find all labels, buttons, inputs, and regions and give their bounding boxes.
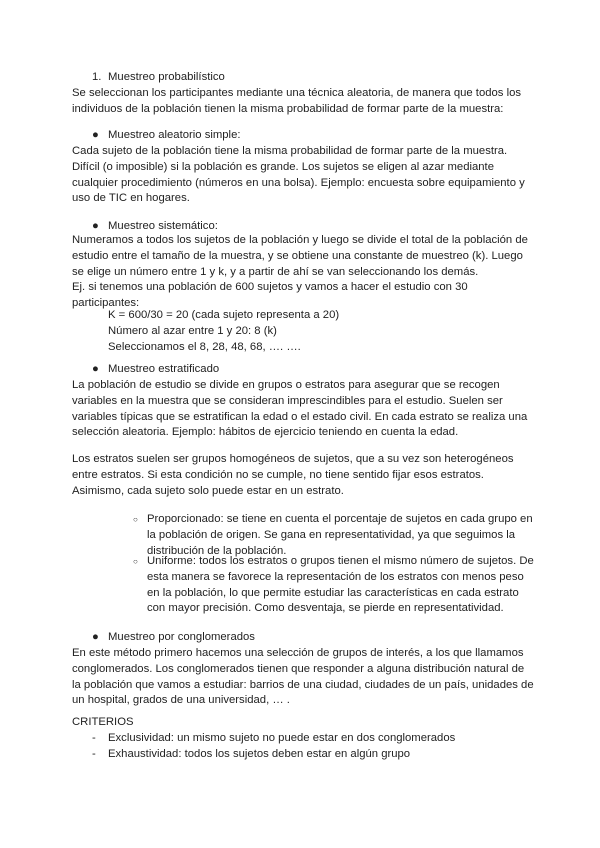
- estratificado-paragraph-2: [72, 452, 542, 499]
- text-line: Seleccionamos el 8, 28, 48, 68, …. ….: [108, 340, 301, 353]
- circle-bullet-icon: ○: [133, 557, 138, 566]
- sistematico-example: [108, 308, 578, 355]
- bullet-estratificado: [72, 362, 542, 378]
- text-line: La población de estudio se divide en grupos o estratos para asegurar que se recogen: [72, 379, 500, 391]
- bullet-conglomerados: [72, 630, 542, 646]
- text-line: la población de origen. Se gana en representatividad, ya que seguimos la: [147, 528, 516, 541]
- bullet-heading: Muestreo estratificado: [108, 363, 220, 375]
- criterios-item-text: Exhaustividad: todos los sujetos deben estar en algún grupo: [108, 748, 411, 760]
- text-line: K = 600/30 = 20 (cada sujeto representa a 20): [108, 309, 340, 321]
- text-line: la población que vamos a estudiar: barrios de una ciudad, ciudades de un país, unidades de: [72, 678, 534, 691]
- intro-paragraph: [72, 86, 542, 118]
- dash-bullet-icon: -: [92, 748, 96, 760]
- text-line: Cada sujeto de la población tiene la misma probabilidad de formar parte de la muestra.: [72, 145, 508, 157]
- criterios-heading: CRITERIOS: [72, 716, 134, 728]
- text-line: Proporcionado: se tiene en cuenta el porcentaje de sujetos en cada grupo en: [147, 513, 533, 525]
- circle-bullet-icon: ○: [133, 515, 138, 524]
- text-line: participantes:: [72, 297, 140, 310]
- list-number: 1.: [92, 71, 102, 83]
- conglomerados-paragraph: [72, 646, 542, 709]
- text-line: Asimismo, cada sujeto solo puede estar en un estrato.: [72, 484, 344, 497]
- criterios-item-text: Exclusividad: un mismo sujeto no puede estar en dos conglomerados: [108, 732, 456, 744]
- text-line: selección aleatoria. Ejemplo: hábitos de ejercicio teniendo en cuenta la edad.: [72, 426, 459, 439]
- sub-bullet-proporcionado: [133, 512, 600, 559]
- bullet-heading: Muestreo sistemático:: [108, 220, 218, 232]
- text-line: entre estratos. Si esta condición no se cumple, no tiene sentido fijar esos estratos.: [72, 468, 484, 481]
- text-line: Difícil (o imposible) si la población es grande. Los sujetos se eligen al azar mediante: [72, 160, 494, 173]
- text-line: Número al azar entre 1 y 20: 8 (k): [108, 324, 277, 337]
- text-line: variables típicas que se estratifican la edad o el estado civil. En cada estrato se realiza una: [72, 410, 528, 423]
- bullet-icon: ●: [92, 129, 99, 141]
- dash-bullet-icon: -: [92, 732, 96, 744]
- text-line: cualquier procedimiento (números en una bolsa). Ejemplo: encuesta sobre equipamiento y: [72, 176, 525, 189]
- text-line: esta manera se favorece la representación de los estratos con menos peso: [147, 570, 524, 583]
- text-line: estudio entre el tamaño de la muestra, y se obtiene una constante de muestreo (k). Luego: [72, 249, 523, 262]
- text-line: variables en la muestra que se consideran imprescindibles para el estudio. Suelen ser: [72, 394, 503, 407]
- text-line: conglomerados. Los conglomerados tienen que responder a alguna distribución natural de: [72, 662, 525, 675]
- sub-bullet-uniforme: [133, 554, 600, 617]
- bullet-heading: Muestreo por conglomerados: [108, 631, 255, 643]
- text-line: Uniforme: todos los estratos o grupos tienen el mismo número de sujetos. De: [147, 555, 534, 567]
- text-line: Numeramos a todos los sujetos de la población y luego se divide el total de la población de: [72, 234, 528, 246]
- criterios-item: [92, 731, 578, 747]
- section-title-text: Muestreo probabilístico: [108, 71, 225, 83]
- text-line: se elige un número entre 1 y k, y a partir de ahí se van seleccionando los demás.: [72, 265, 479, 278]
- text-line: uso de TIC en hogares.: [72, 192, 190, 205]
- bullet-icon: ●: [92, 631, 99, 643]
- text-line: distribución de la población.: [147, 544, 287, 557]
- criterios-item: [92, 747, 578, 763]
- bullet-icon: ●: [92, 363, 99, 375]
- bullet-heading: Muestreo aleatorio simple:: [108, 129, 241, 141]
- sistematico-paragraph: [72, 233, 542, 312]
- text-line: un hospital, grados de una universidad, … .: [72, 694, 290, 707]
- text-line: Se seleccionan los participantes mediante una técnica aleatoria, de manera que todos los: [72, 87, 522, 99]
- text-line: en la población, lo que permite estudiar las características en cada estrato: [147, 586, 519, 599]
- text-line: individuos de la población tienen la misma probabilidad de formar parte de la muestra:: [72, 102, 504, 115]
- text-line: En este método primero hacemos una selección de grupos de interés, a los que llamamos: [72, 647, 524, 659]
- simple-paragraph: [72, 144, 542, 207]
- bullet-icon: ●: [92, 220, 99, 232]
- text-line: Ej. si tenemos una población de 600 sujetos y vamos a hacer el estudio con 30: [72, 281, 468, 294]
- bullet-simple: [72, 128, 542, 144]
- text-line: con mayor precisión. Como desventaja, se pierde en representatividad.: [147, 602, 504, 615]
- estratificado-paragraph: [72, 378, 542, 441]
- text-line: Los estratos suelen ser grupos homogéneos de sujetos, que a su vez son heterogéneos: [72, 453, 514, 465]
- section-title: [72, 70, 542, 86]
